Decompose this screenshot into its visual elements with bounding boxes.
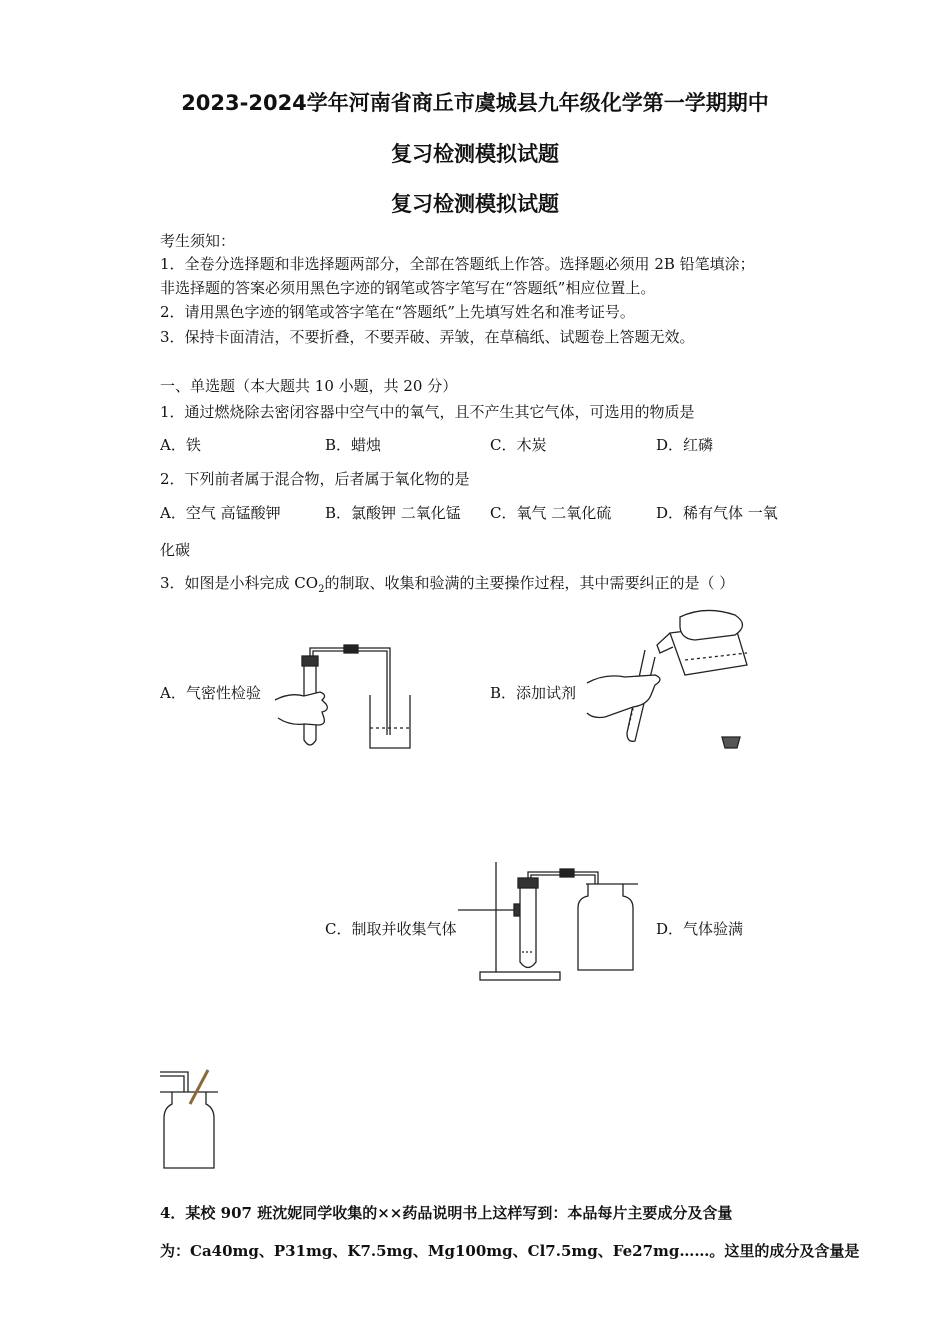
- question-2-stem: 2．下列前者属于混合物，后者属于氧化物的是: [160, 470, 470, 488]
- airtightness-check-figure: [270, 640, 430, 755]
- notice-item: 3．保持卡面清洁，不要折叠，不要弄破、弄皱，在草稿纸、试题卷上答题无效。: [160, 328, 695, 346]
- notice-heading: 考生须知：: [160, 232, 236, 250]
- q2-option-d-continuation: 化碳: [160, 541, 191, 559]
- q2-option-b: B．氯酸钾 二氧化锰: [325, 504, 461, 522]
- q3-option-d: D．气体验满: [656, 920, 744, 938]
- q1-option-c: C．木炭: [490, 436, 547, 454]
- adding-reagent-figure: [585, 605, 760, 755]
- q1-option-b: B．蜡烛: [325, 436, 382, 454]
- notice-item: 2．请用黑色字迹的钢笔或答字笔在“答题纸”上先填写姓名和准考证号。: [160, 303, 635, 321]
- q3-option-b: B．添加试剂: [490, 684, 577, 702]
- page-title: 2023-2024学年河南省商丘市虞城县九年级化学第一学期期中: [181, 91, 769, 115]
- question-4-line-1: 4．某校 907 班沈妮同学收集的××药品说明书上这样写到：本品每片主要成分及含量: [160, 1204, 733, 1222]
- page-subtitle: 复习检测模拟试题: [391, 142, 559, 166]
- q2-option-a: A．空气 高锰酸钾: [160, 504, 281, 522]
- question-3-stem: 3．如图是小科完成 $CO_2$的制取、收集和验满的主要操作过程，其中需要纠正的是（ ）: [160, 574, 735, 595]
- question-4-line-2: 为：Ca40mg、P31mg、K7.5mg、Mg100mg、Cl7.5mg、Fe27mg……。这里的成分及含量是: [160, 1242, 860, 1260]
- page-subtitle-repeat: 复习检测模拟试题: [391, 192, 559, 216]
- q3-option-c: C．制取并收集气体: [325, 920, 457, 938]
- notice-item: 1．全卷分选择题和非选择题两部分，全部在答题纸上作答。选择题必须用 2B 铅笔填涂；: [160, 255, 755, 273]
- q2-option-c: C．氧气 二氧化硫: [490, 504, 612, 522]
- section-heading: 一、单选题（本大题共 10 小题，共 20 分）: [160, 377, 458, 395]
- gas-full-test-figure: [160, 1068, 225, 1173]
- notice-item: 非选择题的答案必须用黑色字迹的钢笔或答字笔写在“答题纸”相应位置上。: [160, 279, 656, 297]
- q1-option-d: D．红磷: [656, 436, 714, 454]
- q2-option-d: D．稀有气体 一氧: [656, 504, 778, 522]
- q1-option-a: A．铁: [160, 436, 201, 454]
- gas-preparation-apparatus-figure: [448, 858, 643, 986]
- question-1-stem: 1．通过燃烧除去密闭容器中空气中的氧气，且不产生其它气体，可选用的物质是: [160, 403, 695, 421]
- q3-option-a: A．气密性检验: [160, 684, 261, 702]
